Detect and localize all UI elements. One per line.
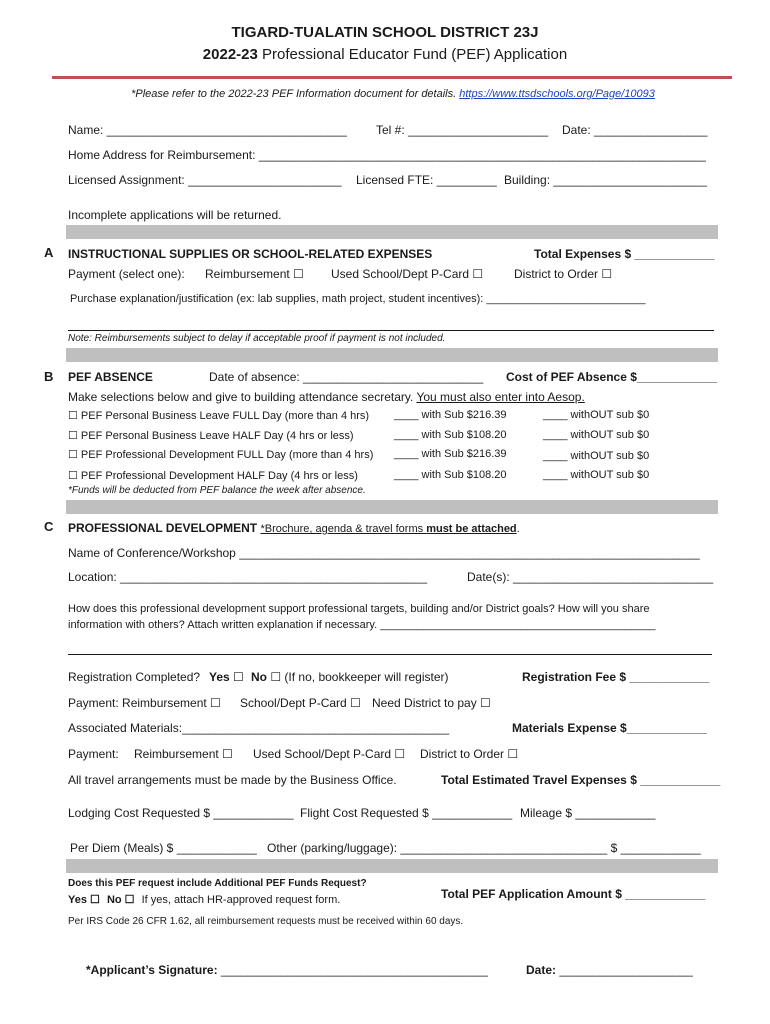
attach-note-bold: must be attached <box>426 523 517 535</box>
purchase-explanation-line <box>68 330 714 331</box>
section-b-heading: PEF ABSENCE <box>68 370 153 384</box>
absence-row-3-with-sub[interactable]: ____ with Sub $216.39 <box>394 448 507 460</box>
signature-date-label: Date: <box>526 963 557 977</box>
footer-bar <box>66 859 718 873</box>
travel-arrangements-note: All travel arrangements must be made by the Business Office. <box>68 773 397 787</box>
additional-funds-if-yes: If yes, attach HR-approved request form. <box>141 894 341 906</box>
payment1-reimbursement-checkbox[interactable]: Payment: Reimbursement ☐ <box>68 696 221 710</box>
lodging-cost-field[interactable]: Lodging Cost Requested $ ____________ <box>68 806 294 820</box>
attach-note-suffix: . <box>516 523 520 535</box>
section-c-bar <box>66 500 718 514</box>
dates-field[interactable]: Date(s): ______________________________ <box>467 570 714 584</box>
section-b-bar <box>66 348 718 362</box>
total-travel-expenses-field[interactable]: Total Estimated Travel Expenses $ ____________ <box>441 773 721 787</box>
application-title-text: Professional Educator Fund (PEF) Application <box>262 46 568 63</box>
incomplete-notice: Incomplete applications will be returned. <box>68 208 282 222</box>
header-divider <box>52 76 732 79</box>
absence-row-3-without-sub[interactable]: ____ withOUT sub $0 <box>543 450 650 462</box>
application-year: 2022-23 <box>202 46 258 63</box>
payment2-order-checkbox[interactable]: District to Order ☐ <box>420 747 519 761</box>
funds-deduction-note: *Funds will be deducted from PEF balance the week after absence. <box>68 485 366 496</box>
section-a-order-checkbox[interactable]: District to Order ☐ <box>514 267 613 281</box>
absence-instructions-text: Make selections below and give to building attendance secretary. <box>68 390 414 404</box>
district-title: TIGARD-TUALATIN SCHOOL DISTRICT 23J <box>231 24 539 41</box>
payment1-district-pay-checkbox[interactable]: Need District to pay ☐ <box>372 696 491 710</box>
refer-note <box>0 88 770 100</box>
location-field[interactable]: Location: ______________________________________________ <box>68 570 428 584</box>
conference-name-field[interactable]: Name of Conference/Workshop _____________________________________________________________________ <box>68 546 700 560</box>
additional-funds-no-label: No <box>106 894 122 906</box>
absence-row-2-label[interactable]: ☐ PEF Personal Business Leave HALF Day (4 hrs or less) <box>68 430 354 442</box>
section-a-letter: A <box>44 245 54 260</box>
tel-field[interactable]: Tel #: _____________________ <box>376 123 549 137</box>
signature-date-field[interactable] <box>526 963 693 977</box>
materials-expense-field[interactable]: Materials Expense $____________ <box>512 721 707 735</box>
refer-link[interactable]: https://www.ttsdschools.org/Page/10093 <box>459 88 655 100</box>
building-field[interactable]: Building: _______________________ <box>504 173 707 187</box>
absence-row-4-label[interactable]: ☐ PEF Professional Development HALF Day (4 hrs or less) <box>68 470 358 482</box>
reimbursement-note: Note: Reimbursements subject to delay if acceptable proof if payment is not included. <box>68 333 446 344</box>
section-a-heading: INSTRUCTIONAL SUPPLIES OR SCHOOL-RELATED EXPENSES <box>68 247 433 261</box>
licensed-fte-field[interactable]: Licensed FTE: _________ <box>356 173 497 187</box>
other-costs-field[interactable]: Other (parking/luggage): _______________________________ $ ____________ <box>267 841 701 855</box>
signature-date-blank: ____________________ <box>559 963 693 977</box>
pd-question-answer-line <box>68 654 712 655</box>
section-a-pcard-checkbox[interactable]: Used School/Dept P-Card ☐ <box>331 267 484 281</box>
absence-instructions <box>68 390 585 404</box>
section-b-letter: B <box>44 369 54 384</box>
section-c-letter: C <box>44 519 54 534</box>
registration-completed-label: Registration Completed? <box>68 670 201 684</box>
absence-row-2-with-sub[interactable]: ____ with Sub $108.20 <box>394 429 507 441</box>
additional-funds-question: Does this PEF request include Additional PEF Funds Request? <box>68 878 367 889</box>
section-a-bar <box>66 225 718 239</box>
name-field[interactable]: Name: ____________________________________ <box>68 123 347 137</box>
refer-note-text: *Please refer to the 2022-23 PEF Information document for details. <box>131 88 457 100</box>
flight-cost-field[interactable]: Flight Cost Requested $ ____________ <box>300 806 513 820</box>
per-diem-field[interactable]: Per Diem (Meals) $ ____________ <box>70 841 257 855</box>
absence-row-1-with-sub[interactable]: ____ with Sub $216.39 <box>394 409 507 421</box>
total-application-amount-field[interactable]: Total PEF Application Amount $ ____________ <box>441 887 706 901</box>
registration-yes-label: Yes <box>209 670 230 684</box>
absence-row-1-label[interactable]: ☐ PEF Personal Business Leave FULL Day (more than 4 hrs) <box>68 410 370 422</box>
payment2-pcard-checkbox[interactable]: Used School/Dept P-Card ☐ <box>253 747 406 761</box>
registration-fee-field[interactable]: Registration Fee $ ____________ <box>522 670 710 684</box>
absence-row-2-without-sub[interactable]: ____ withOUT sub $0 <box>543 429 650 441</box>
application-title <box>0 46 770 63</box>
payment2-label: Payment: <box>68 747 119 761</box>
signature-blank: ________________________________________ <box>220 963 488 977</box>
associated-materials-blank: ________________________________________ <box>182 721 449 735</box>
payment1-pcard-checkbox[interactable]: School/Dept P-Card ☐ <box>240 696 361 710</box>
payment2-reimbursement-checkbox[interactable]: Reimbursement ☐ <box>134 747 233 761</box>
registration-no-label: No <box>251 670 267 684</box>
irs-note: Per IRS Code 26 CFR 1.62, all reimbursement requests must be received within 60 days. <box>68 916 464 927</box>
licensed-assignment-field[interactable]: Licensed Assignment: _______________________ <box>68 173 342 187</box>
aesop-instruction: You must also enter into Aesop. <box>416 390 585 404</box>
additional-funds-no-checkbox[interactable]: No ☐ <box>106 894 135 906</box>
section-c-heading-line <box>68 521 520 535</box>
additional-funds-yes-checkbox[interactable]: Yes ☐ <box>68 894 100 906</box>
absence-row-3-label[interactable]: ☐ PEF Professional Development FULL Day (more than 4 hrs) <box>68 449 374 461</box>
pd-question-line-1: How does this professional development support professional targets, building and/or District goals? How will you share <box>68 603 650 615</box>
registration-yes-checkbox[interactable]: Yes ☐ <box>209 670 244 684</box>
date-field[interactable]: Date: _________________ <box>562 123 708 137</box>
home-address-field[interactable]: Home Address for Reimbursement: ___________________________________________________________________ <box>68 148 706 162</box>
section-a-total[interactable]: Total Expenses $ ____________ <box>534 247 715 261</box>
registration-no-checkbox[interactable] <box>251 670 449 684</box>
associated-materials-label: Associated Materials: <box>68 721 183 735</box>
purchase-explanation-field[interactable]: Purchase explanation/justification (ex: lab supplies, math project, student incentives): __________________________ <box>70 293 646 305</box>
additional-funds-yes-label: Yes <box>68 894 87 906</box>
absence-cost-field[interactable]: Cost of PEF Absence $____________ <box>506 370 718 384</box>
absence-row-4-without-sub[interactable]: ____ withOUT sub $0 <box>543 469 650 481</box>
attach-note <box>260 523 519 535</box>
associated-materials-field[interactable] <box>68 721 449 735</box>
absence-row-1-without-sub[interactable]: ____ withOUT sub $0 <box>543 409 650 421</box>
signature-field[interactable] <box>86 963 488 977</box>
section-c-heading: PROFESSIONAL DEVELOPMENT <box>68 521 258 535</box>
attach-note-prefix: *Brochure, agenda & travel forms <box>260 523 427 535</box>
absence-row-4-with-sub[interactable]: ____ with Sub $108.20 <box>394 469 507 481</box>
section-a-reimbursement-checkbox[interactable]: Reimbursement ☐ <box>205 267 304 281</box>
additional-funds-options <box>68 893 340 906</box>
registration-if-no-text: ☐ (If no, bookkeeper will register) <box>270 670 449 684</box>
date-of-absence-field[interactable]: Date of absence: ___________________________ <box>209 370 484 384</box>
section-a-payment-label: Payment (select one): <box>68 267 185 281</box>
mileage-field[interactable]: Mileage $ ____________ <box>520 806 656 820</box>
pd-question-line-2[interactable]: information with others? Attach written explanation if necessary. _____________________________________________ <box>68 619 656 631</box>
signature-label: *Applicant’s Signature: <box>86 963 218 977</box>
